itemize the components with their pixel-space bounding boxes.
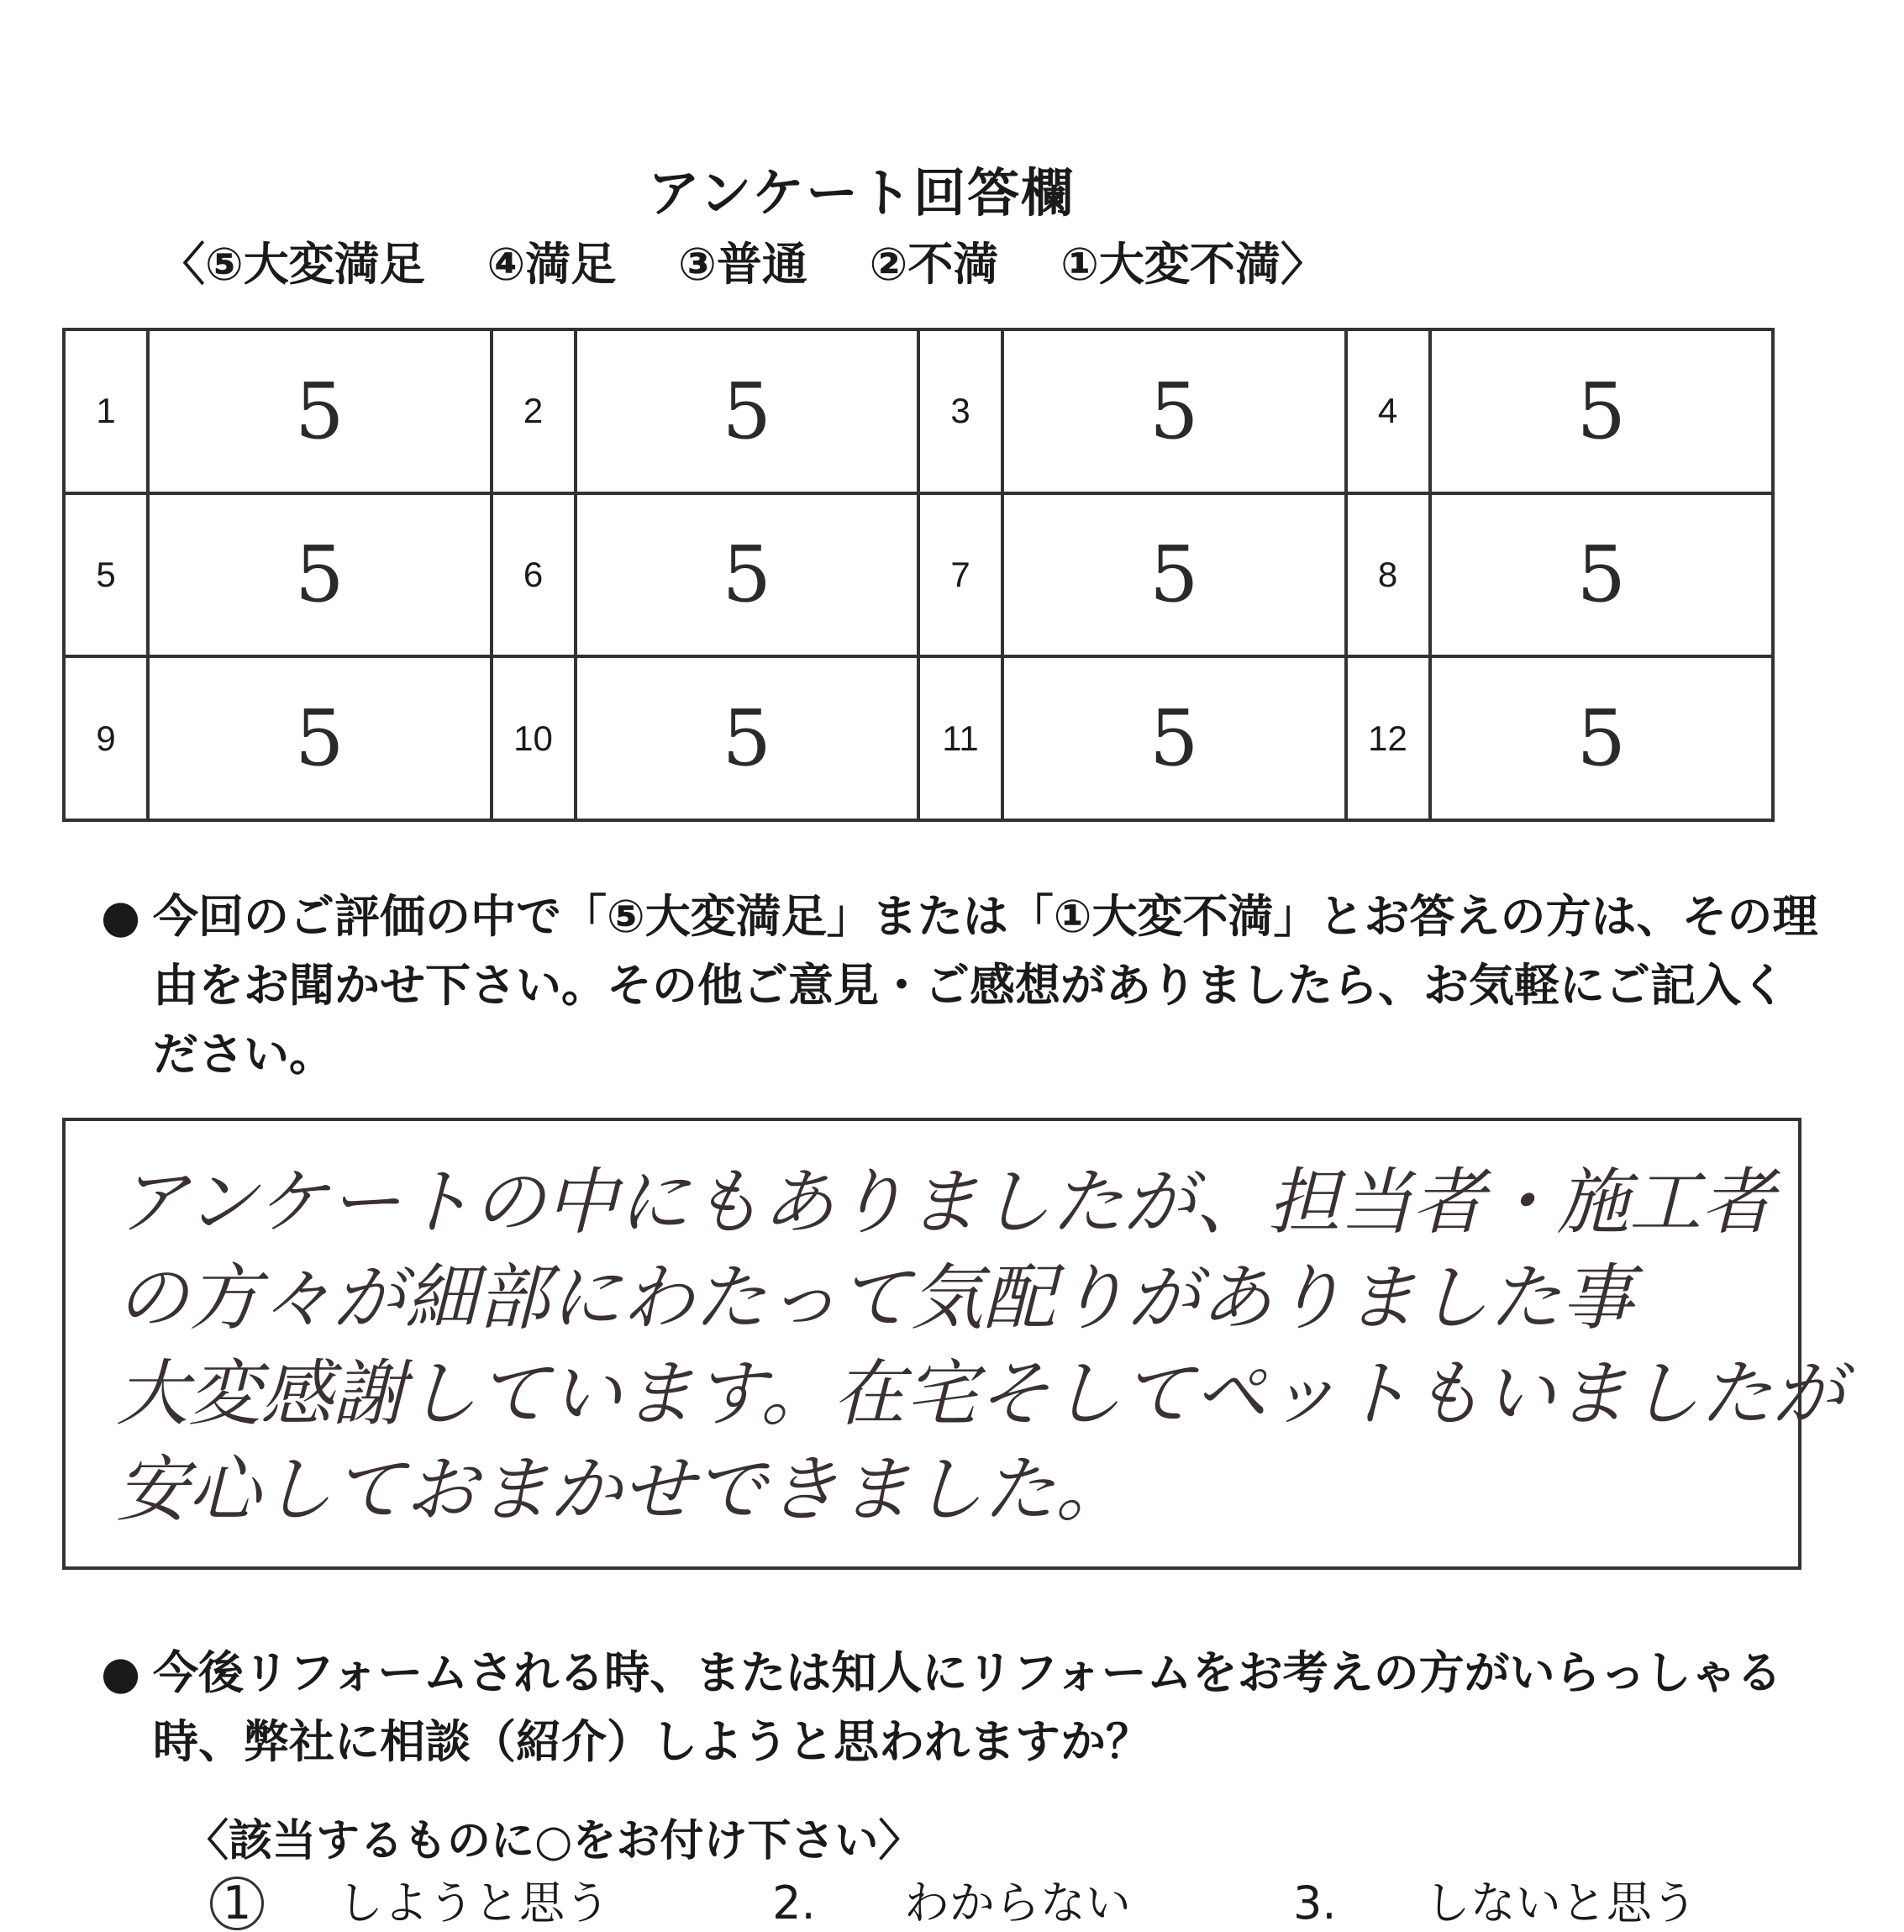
answer-cell[interactable]: 5 bbox=[148, 329, 492, 493]
question-number: 9 bbox=[64, 656, 148, 820]
option-2[interactable] bbox=[772, 1877, 1205, 1929]
scale-3: ③普通 bbox=[678, 238, 807, 291]
answer-cell[interactable]: 5 bbox=[576, 329, 919, 493]
answer-cell[interactable]: 5 bbox=[1430, 493, 1774, 657]
question-number: 10 bbox=[492, 656, 576, 820]
page-title: アンケート回答欄 bbox=[647, 162, 1076, 224]
instruction: 〈該当するものに○をお付け下さい〉 bbox=[185, 1816, 923, 1866]
question-number: 12 bbox=[1346, 656, 1430, 820]
question-number: 7 bbox=[918, 493, 1002, 657]
answer-cell[interactable]: 5 bbox=[148, 493, 492, 657]
comment-line: アンケートの中にもありましたが、担当者・施工者 bbox=[116, 1161, 1774, 1245]
answer-cell[interactable]: 5 bbox=[1002, 329, 1346, 493]
answer-cell[interactable]: 5 bbox=[1002, 493, 1346, 657]
comment-line: 安心しておまかせできました。 bbox=[116, 1448, 1128, 1532]
option-label: しないと思う bbox=[1424, 1877, 1697, 1929]
scale-4: ④満足 bbox=[487, 238, 617, 291]
answer-cell[interactable]: 5 bbox=[576, 656, 919, 820]
option-label: しようと思う bbox=[338, 1877, 610, 1929]
question-number: 8 bbox=[1346, 493, 1430, 657]
question-number: 1 bbox=[64, 329, 148, 493]
option-number: 3. bbox=[1293, 1877, 1337, 1929]
question-number: 5 bbox=[64, 493, 148, 657]
comment-line: の方々が細部にわたって気配りがありました事 bbox=[116, 1256, 1633, 1340]
answer-cell[interactable]: 5 bbox=[576, 493, 919, 657]
handwritten-comment bbox=[116, 1155, 1845, 1538]
rating-scale bbox=[160, 229, 1372, 293]
answer-cell[interactable]: 5 bbox=[1002, 656, 1346, 820]
selected-circle-mark: 1 bbox=[210, 1877, 264, 1930]
answer-cell[interactable]: 5 bbox=[1430, 329, 1774, 493]
scale-2: ②不満 bbox=[869, 238, 999, 291]
grid-row bbox=[64, 656, 1773, 820]
question-number: 6 bbox=[492, 493, 576, 657]
bullet-icon: ● bbox=[101, 890, 141, 943]
question-number: 4 bbox=[1346, 329, 1430, 493]
question-2-text: 今後リフォームされる時、または知人にリフォームをお考えの方がいらっしゃる時、弊社に相談（紹介）しようと思われますか？ bbox=[153, 1646, 1782, 1768]
answer-cell[interactable]: 5 bbox=[1430, 656, 1774, 820]
comment-line: 大変感謝しています。在宅そしてペットもいましたが bbox=[116, 1352, 1845, 1436]
grid-row bbox=[64, 329, 1773, 493]
answer-cell[interactable]: 5 bbox=[148, 656, 492, 820]
option-number: 2. bbox=[772, 1877, 816, 1929]
question-number: 11 bbox=[918, 656, 1002, 820]
question-1 bbox=[101, 882, 1825, 1089]
scale-5: 〈⑤大変満足 bbox=[160, 238, 425, 291]
grid-row bbox=[64, 493, 1773, 657]
answer-options bbox=[210, 1867, 1845, 1932]
answer-grid bbox=[62, 328, 1775, 822]
option-label: わからない bbox=[903, 1877, 1131, 1929]
option-3[interactable] bbox=[1293, 1877, 1771, 1929]
question-2 bbox=[101, 1639, 1825, 1777]
scale-1: ①大変不満〉 bbox=[1060, 238, 1326, 291]
question-number: 3 bbox=[918, 329, 1002, 493]
bullet-icon: ● bbox=[101, 1646, 141, 1699]
option-1[interactable] bbox=[210, 1877, 684, 1929]
comment-box[interactable] bbox=[62, 1118, 1845, 1570]
question-1-text: 今回のご評価の中で「⑤大変満足」または「①大変不満」とお答えの方は、その理由をお聞かせ下さい。その他ご意見・ご感想がありましたら、お気軽にご記入ください。 bbox=[153, 890, 1818, 1081]
question-number: 2 bbox=[492, 329, 576, 493]
